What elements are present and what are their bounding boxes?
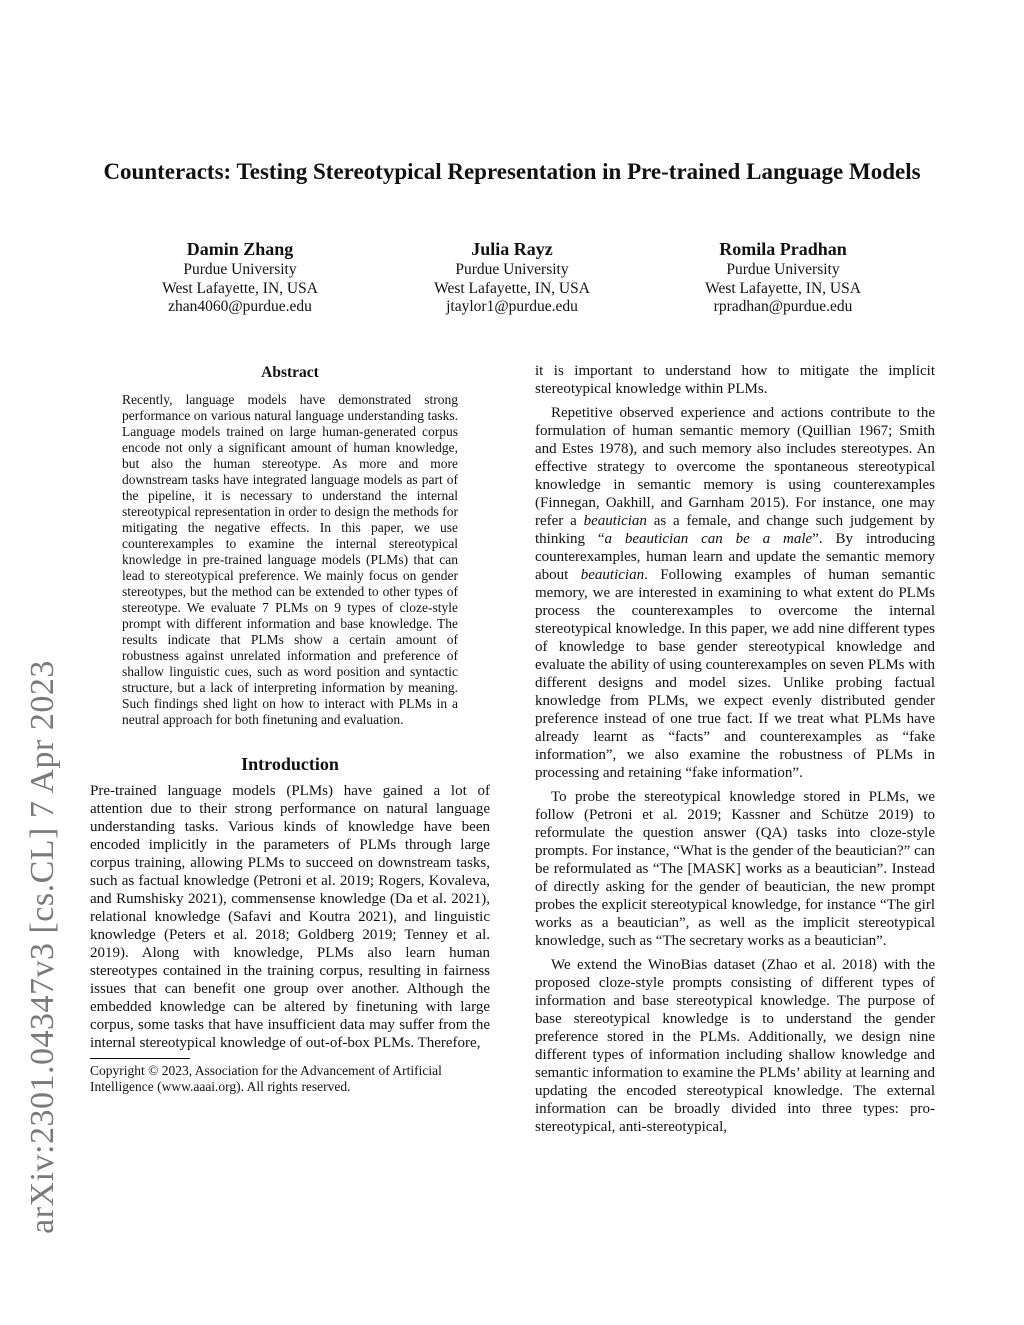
author-location: West Lafayette, IN, USA: [705, 279, 861, 297]
author-location: West Lafayette, IN, USA: [162, 279, 318, 297]
emphasis-beautician: beautician: [583, 513, 647, 529]
author-name: Julia Rayz: [471, 239, 553, 259]
paragraph-2-part-a: Repetitive observed experience and actions contribute to the formulation of human semantic memory (Quillian 1967; Smith and Estes 1978), and such memory also includes stereotypes. An effective strategy to overcome the spontaneous stereotypical knowledge in semantic memory is using counterexamples (Finnegan, Oakhill, and Garnham 2015). For instance, one may refer a: [535, 405, 935, 529]
author-location: West Lafayette, IN, USA: [434, 279, 590, 297]
paragraph-4: We extend the WinoBias dataset (Zhao et al. 2018) with the proposed cloze-style prompts consisting of different types of information and base stereotypical knowledge. The purpose of base stereotypical knowledge is to understand the gender preference stored in the PLMs. Additionally, we design nine different types of information including shallow knowledge and semantic information to examine the PLMs’ ability at learning and updating the encoded stereotypical knowledge. The external information can be broadly divided into three types: pro-stereotypical, anti-stereotypical,: [535, 957, 935, 1135]
emphasis-counterexample: a beautician can be a male: [604, 531, 813, 547]
right-column: [535, 362, 935, 1142]
author-affiliation: Purdue University: [455, 261, 569, 278]
footnote-divider: [90, 1058, 190, 1059]
paragraph-2-part-b: as a female, and change such judgement by thinking “: [535, 513, 935, 547]
arxiv-sidebar: [0, 360, 80, 1234]
abstract-heading: Abstract: [261, 364, 319, 381]
author-affiliation: Purdue University: [726, 261, 840, 278]
author-name: Romila Pradhan: [719, 239, 847, 259]
introduction-heading: Introduction: [241, 754, 339, 774]
author-block: [100, 237, 924, 317]
abstract-text: Recently, language models have demonstrated strong performance on various natural language understanding tasks. Language models trained on large human-generated corpus encode not only a significant amount of human knowledge, but also the human stereotype. As more and more downstream tasks have integrated language models as part of the pipeline, it is necessary to understand the internal stereotypical representation in order to design the methods for mitigating the negative effects. In this paper, we use counterexamples to examine the internal stereotypical knowledge in pre-trained language models (PLMs) that can lead to stereotypical preference. We mainly focus on gender stereotypes, but the method can be extended to other types of stereotype. We evaluate 7 PLMs on 9 types of cloze-style prompt with different information and base knowledge. The results indicate that PLMs show a certain amount of robustness against unrelated information and preference of shallow linguistic cues, such as word position and syntactic structure, but a lack of interpreting information by meaning. Such findings shed light on how to interact with PLMs in a neutral approach for both finetuning and evaluation.: [122, 392, 458, 727]
copyright-footnote: Copyright © 2023, Association for the Advancement of Artificial Intelligence (www.aaai.org). All rights reserved.: [90, 1063, 442, 1094]
author-3: [668, 237, 898, 317]
author-affiliation: Purdue University: [183, 261, 297, 278]
author-2: [397, 237, 627, 317]
paper-title: Counteracts: Testing Stereotypical Representation in Pre-trained Language Models: [103, 159, 921, 184]
emphasis-beautician-2: beautician: [580, 567, 645, 583]
arxiv-identifier: arXiv:2301.04347v3 [cs.CL] 7 Apr 2023: [24, 660, 61, 1234]
author-email: jtaylor1@purdue.edu: [446, 298, 578, 315]
author-email: rpradhan@purdue.edu: [713, 298, 853, 315]
abstract-section: [122, 362, 458, 728]
paragraph-2-part-d: . Following examples of human semantic memory, we are interested in examining to what extent do PLMs process the counterexamples to overcome the internal stereotypical knowledge. In this paper, we add nine different types of knowledge to base gender stereotypical knowledge and evaluate the ability of using counterexamples on seven PLMs with different designs and model sizes. Unlike probing factual knowledge from PLMs, we expect evenly distributed gender preference instead of one true fact. If we treat what PLMs have already learnt as “facts” and counterexamples as “fake information”, we also examine the robustness of PLMs in processing and retaining “fake information”.: [535, 567, 935, 781]
author-email: zhan4060@purdue.edu: [168, 298, 312, 315]
introduction-paragraph: Pre-trained language models (PLMs) have gained a lot of attention due to their strong performance on natural language understanding tasks. Various kinds of knowledge have been encoded implicitly in the parameters of PLMs through large corpus training, allowing PLMs to succeed on downstream tasks, such as factual knowledge (Petroni et al. 2019; Rogers, Kovaleva, and Rumshisky 2021), commensense knowledge (Da et al. 2021), relational knowledge (Safavi and Koutra 2021), and linguistic knowledge (Peters et al. 2018; Goldberg 2019; Tenney et al. 2019). Along with knowledge, PLMs also learn human stereotypes contained in the training corpus, resulting in fairness issues that can benefit one group over another. Although the embedded knowledge can be altered by finetuning with large corpus, some tasks that have insufficient data may suffer from the internal stereotypical knowledge of out-of-box PLMs. Therefore,: [90, 783, 490, 1051]
left-column: [90, 362, 490, 1095]
paragraph-2-part-c: ”. By introducing counterexamples, human learn and update the semantic memory about: [535, 531, 935, 583]
paragraph-3: To probe the stereotypical knowledge stored in PLMs, we follow (Petroni et al. 2019; Kassner and Schütze 2019) to reformulate the question answer (QA) tasks into cloze-style prompts. For instance, “What is the gender of the beautician?” can be reformulated as “The [MASK] works as a beautician”. Instead of directly asking for the gender of beautician, the new prompt probes the explicit stereotypical knowledge, for instance “The girl works as a beautician”, as well as the implicit stereotypical knowledge, such as “The secretary works as a beautician”.: [535, 789, 935, 949]
paragraph-2: [535, 404, 935, 782]
paragraph-1: it is important to understand how to mitigate the implicit stereotypical knowledge within PLMs.: [535, 363, 935, 397]
author-name: Damin Zhang: [186, 239, 294, 259]
author-1: [125, 237, 355, 317]
